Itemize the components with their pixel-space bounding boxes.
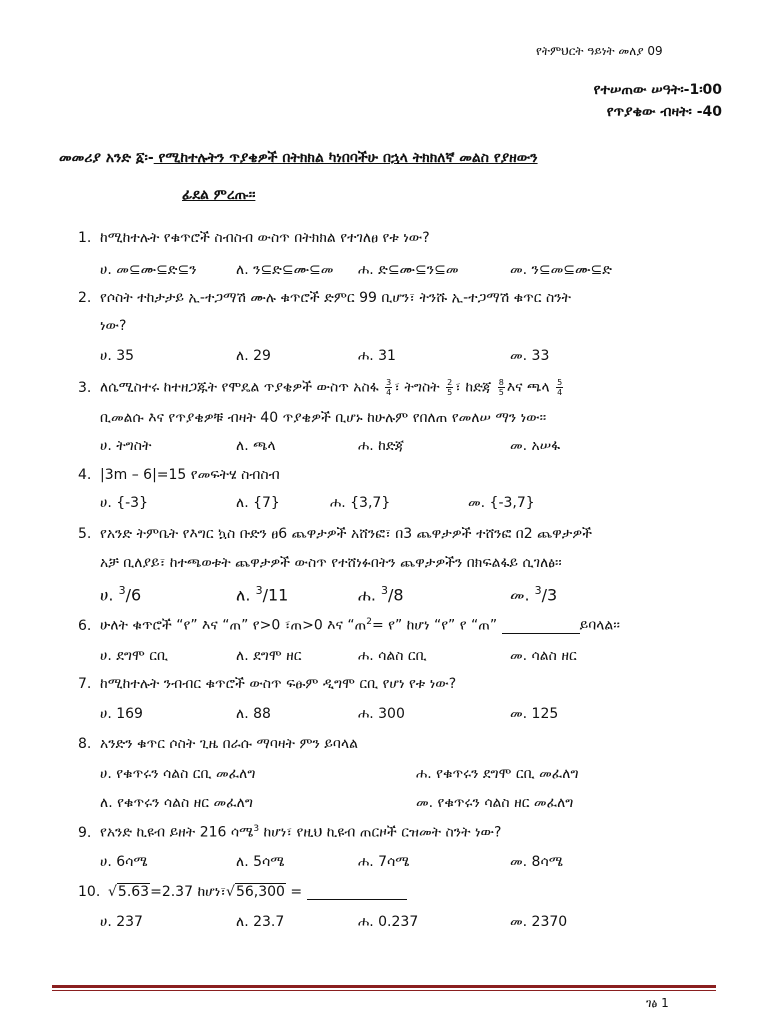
option-c: ሐ. $^3$/8 [358, 584, 404, 605]
footer-divider [52, 985, 716, 988]
option-d: መ. ሳልስ ዘር [510, 648, 577, 664]
option-c: ሐ. 31 [358, 348, 396, 364]
denominator: 3 [547, 585, 558, 605]
question-count: የጥያቄው ብዛት፡ -40 [606, 104, 722, 120]
question-1 [78, 230, 430, 246]
option-c: ሐ. ድ⊆ሙ⊆ን⊆መ [358, 262, 459, 278]
denominator: 11 [267, 585, 289, 605]
option-label: ለ. [236, 585, 251, 605]
option-c: ሐ. የቁጥሩን ደግሞ ርቢ መፈለግ [416, 766, 579, 782]
question-text-cont: ቢመልሱ እና የጥያቄዎቹ ብዛት 40 ጥያቄዎች ቢሆኑ ከሁሉም የበለጠ የመለሠ ማን ነው፡፡ [100, 410, 547, 426]
question-text: ሁለት ቁጥሮች “የ” እና “ጠ” የ>0 ፣ጠ>0 እና “ጠ [100, 617, 367, 634]
option-d: መ. አሠፋ [510, 438, 561, 454]
sqrt-sign: √ [226, 884, 235, 900]
question-text: ከሆነ፣ የዚህ ኪዩብ ጠርዞች ርዝመት ስንት ነው? [259, 824, 502, 841]
question-number: 9. [78, 824, 92, 841]
question-8 [78, 736, 358, 752]
fraction [556, 378, 563, 397]
answer-blank [502, 633, 580, 634]
denominator: 6 [130, 585, 142, 605]
question-text: እና ጫላ [506, 379, 550, 396]
question-text: የሶስት ተከታታይ ኢ-ተጋማሽ ሙሉ ቁጥሮች ድምር 99 ቢሆን፣ ትንሹ ኢ-ተጋማሽ ቁጥር ስንት [100, 290, 571, 306]
option-d: መ. 33 [510, 348, 550, 364]
superscript: 3 [253, 824, 260, 834]
question-text: ፣ ከድጃ [455, 379, 492, 396]
option-d: መ. 125 [510, 706, 559, 722]
question-text: ለሴሚስተሩ ከተዘጋጁት የሞዴል ጥያቄዎች ውስጥ አስፋ [100, 379, 379, 396]
option-b: ለ. 29 [236, 348, 271, 364]
option-label: መ. [510, 585, 530, 605]
option-b: ለ. ደግሞ ዘር [236, 648, 302, 664]
radicand: 56,300 [235, 884, 285, 900]
question-text: =2.37 ከሆነ፣ [150, 884, 227, 900]
option-label: ሀ. [100, 585, 114, 605]
option-b: ለ. ጫላ [236, 438, 276, 454]
numerator: 8 [498, 378, 504, 387]
option-a: ሀ. ደግሞ ርቢ [100, 648, 168, 664]
question-number: 2. [78, 290, 92, 306]
numerator: 5 [557, 378, 563, 387]
denominator: 5 [447, 388, 453, 397]
page-number: ገፅ 1 [646, 996, 669, 1010]
option-b: ለ. 23.7 [236, 914, 285, 930]
instruction-line2: ፊደል ምረጡ፡፡ [182, 187, 256, 203]
numerator: 3 [381, 584, 389, 597]
numerator: 3 [255, 584, 263, 597]
question-2 [78, 290, 571, 306]
question-text: ከሚከተሉት የቁጥሮች ስብስብ ውስጥ በትክክል የተገለፀ የቱ ነው? [100, 230, 430, 246]
instruction-line1: የሚከተሉትን ጥያቄዎች በትክክል ካነበባችሁ በኋላ ትክክለኛ መልስ የያዘውን [153, 150, 538, 166]
question-10 [78, 884, 407, 900]
question-3 [78, 378, 565, 397]
question-number: 4. [78, 467, 92, 483]
question-text-cont: አቻ ቢለያይ፣ ከተጫወቱት ጨዋታዎች ውስጥ የተሸነፉበትን ጨዋታዎችን በክፍልፋይ ሲገለፅ፡፡ [100, 555, 562, 571]
option-d: መ. የቁጥሩን ሳልስ ዘር መፈለግ [416, 795, 574, 811]
question-5 [78, 526, 592, 542]
answer-blank [307, 899, 407, 900]
question-text-cont: ነው? [100, 318, 127, 334]
question-7 [78, 676, 456, 692]
option-c: ሐ. 0.237 [358, 914, 419, 930]
instruction [59, 150, 538, 166]
sqrt-sign: √ [108, 884, 117, 900]
option-c: ሐ. ከድጃ [358, 438, 405, 454]
option-a: ሀ. 6ሳሜ [100, 854, 148, 870]
numerator: 3 [118, 584, 126, 597]
option-a: ሀ. {-3} [100, 495, 148, 511]
question-number: 3. [78, 379, 92, 396]
question-text: |3m – 6|=15 የመፍትሄ ስብስብ [100, 467, 280, 483]
option-b: ለ. {7} [236, 495, 280, 511]
denominator: 4 [386, 388, 392, 397]
option-a: ሀ. 169 [100, 706, 143, 722]
option-label: ሐ. [358, 585, 376, 605]
option-d: መ. $^3$/3 [510, 584, 558, 605]
header-ref: የትምህርት ዓይነት መለያ 09 [536, 44, 663, 58]
question-text: ፣ ትግስት [394, 379, 440, 396]
option-d: መ. 2370 [510, 914, 568, 930]
question-number: 8. [78, 736, 92, 752]
numerator: 3 [534, 584, 542, 597]
question-text: አንድን ቁጥር ሶስት ጊዜ በራሱ ማባዛት ምን ይባላል [100, 736, 358, 752]
denominator: 5 [498, 388, 504, 397]
question-6 [78, 617, 620, 634]
option-b: ለ. 5ሳሜ [236, 854, 285, 870]
fraction [385, 378, 392, 397]
option-c: ሐ. 300 [358, 706, 405, 722]
question-text: ይባላል፡፡ [579, 617, 620, 634]
question-number: 1. [78, 230, 92, 246]
option-a: ሀ. $^3$/6 [100, 584, 142, 605]
option-c: ሐ. 7ሳሜ [358, 854, 410, 870]
option-b: ለ. $^3$/11 [236, 584, 289, 605]
question-text: የአንድ ኪዩብ ይዘት 216 ሳሜ [100, 824, 254, 841]
footer-divider-thin [52, 990, 716, 991]
denominator: 8 [393, 585, 404, 605]
option-b: ለ. ን⊆ድ⊆ሙ⊆መ [236, 262, 334, 278]
option-a: ሀ. መ⊆ሙ⊆ድ⊆ን [100, 262, 197, 278]
option-d: መ. {-3,7} [468, 495, 535, 511]
option-c: ሐ. {3,7} [330, 495, 391, 511]
option-a: ሀ. የቁጥሩን ሳልስ ርቢ መፈለግ [100, 766, 256, 782]
option-d: መ. 8ሳሜ [510, 854, 563, 870]
question-4 [78, 467, 280, 483]
question-text: = የ” ከሆነ “የ” የ “ጠ” [371, 617, 498, 634]
question-text: የአንድ ትምቤት የእግር ኳስ ቡድን ፀ6 ጨዋታዎች አሸንፎ፣ በ3 ጨዋታዎች ተሸንፎ በ2 ጨዋታዎች [100, 526, 593, 542]
option-c: ሐ. ሳልስ ርቢ [358, 648, 427, 664]
superscript: 2 [366, 617, 372, 627]
option-a: ሀ. 237 [100, 914, 143, 930]
option-b: ለ. የቁጥሩን ሳልስ ዘር መፈለግ [100, 795, 253, 811]
question-number: 7. [78, 676, 92, 692]
question-number: 10. [78, 884, 101, 900]
question-9 [78, 824, 501, 841]
option-b: ለ. 88 [236, 706, 271, 722]
time-allowed: የተሠጠው ሠዓት፡-1፡00 [593, 82, 722, 98]
question-text: ከሚከተሉት ንብብር ቁጥሮች ውስጥ ፍፁም ዲግሞ ርቢ የሆነ የቱ ነው? [100, 676, 457, 692]
numerator: 3 [386, 378, 392, 387]
denominator: 4 [557, 388, 563, 397]
instruction-lead: መመሪያ አንድ ፩፡- [59, 150, 154, 166]
question-number: 6. [78, 617, 92, 634]
numerator: 2 [447, 378, 453, 387]
question-text: = [285, 884, 303, 900]
option-a: ሀ. ትግስት [100, 438, 152, 454]
option-d: መ. ን⊆መ⊆ሙ⊆ድ [510, 262, 612, 278]
fraction [498, 378, 505, 397]
question-number: 5. [78, 526, 92, 542]
radicand: 5.63 [117, 884, 150, 900]
fraction [446, 378, 453, 397]
option-a: ሀ. 35 [100, 348, 135, 364]
